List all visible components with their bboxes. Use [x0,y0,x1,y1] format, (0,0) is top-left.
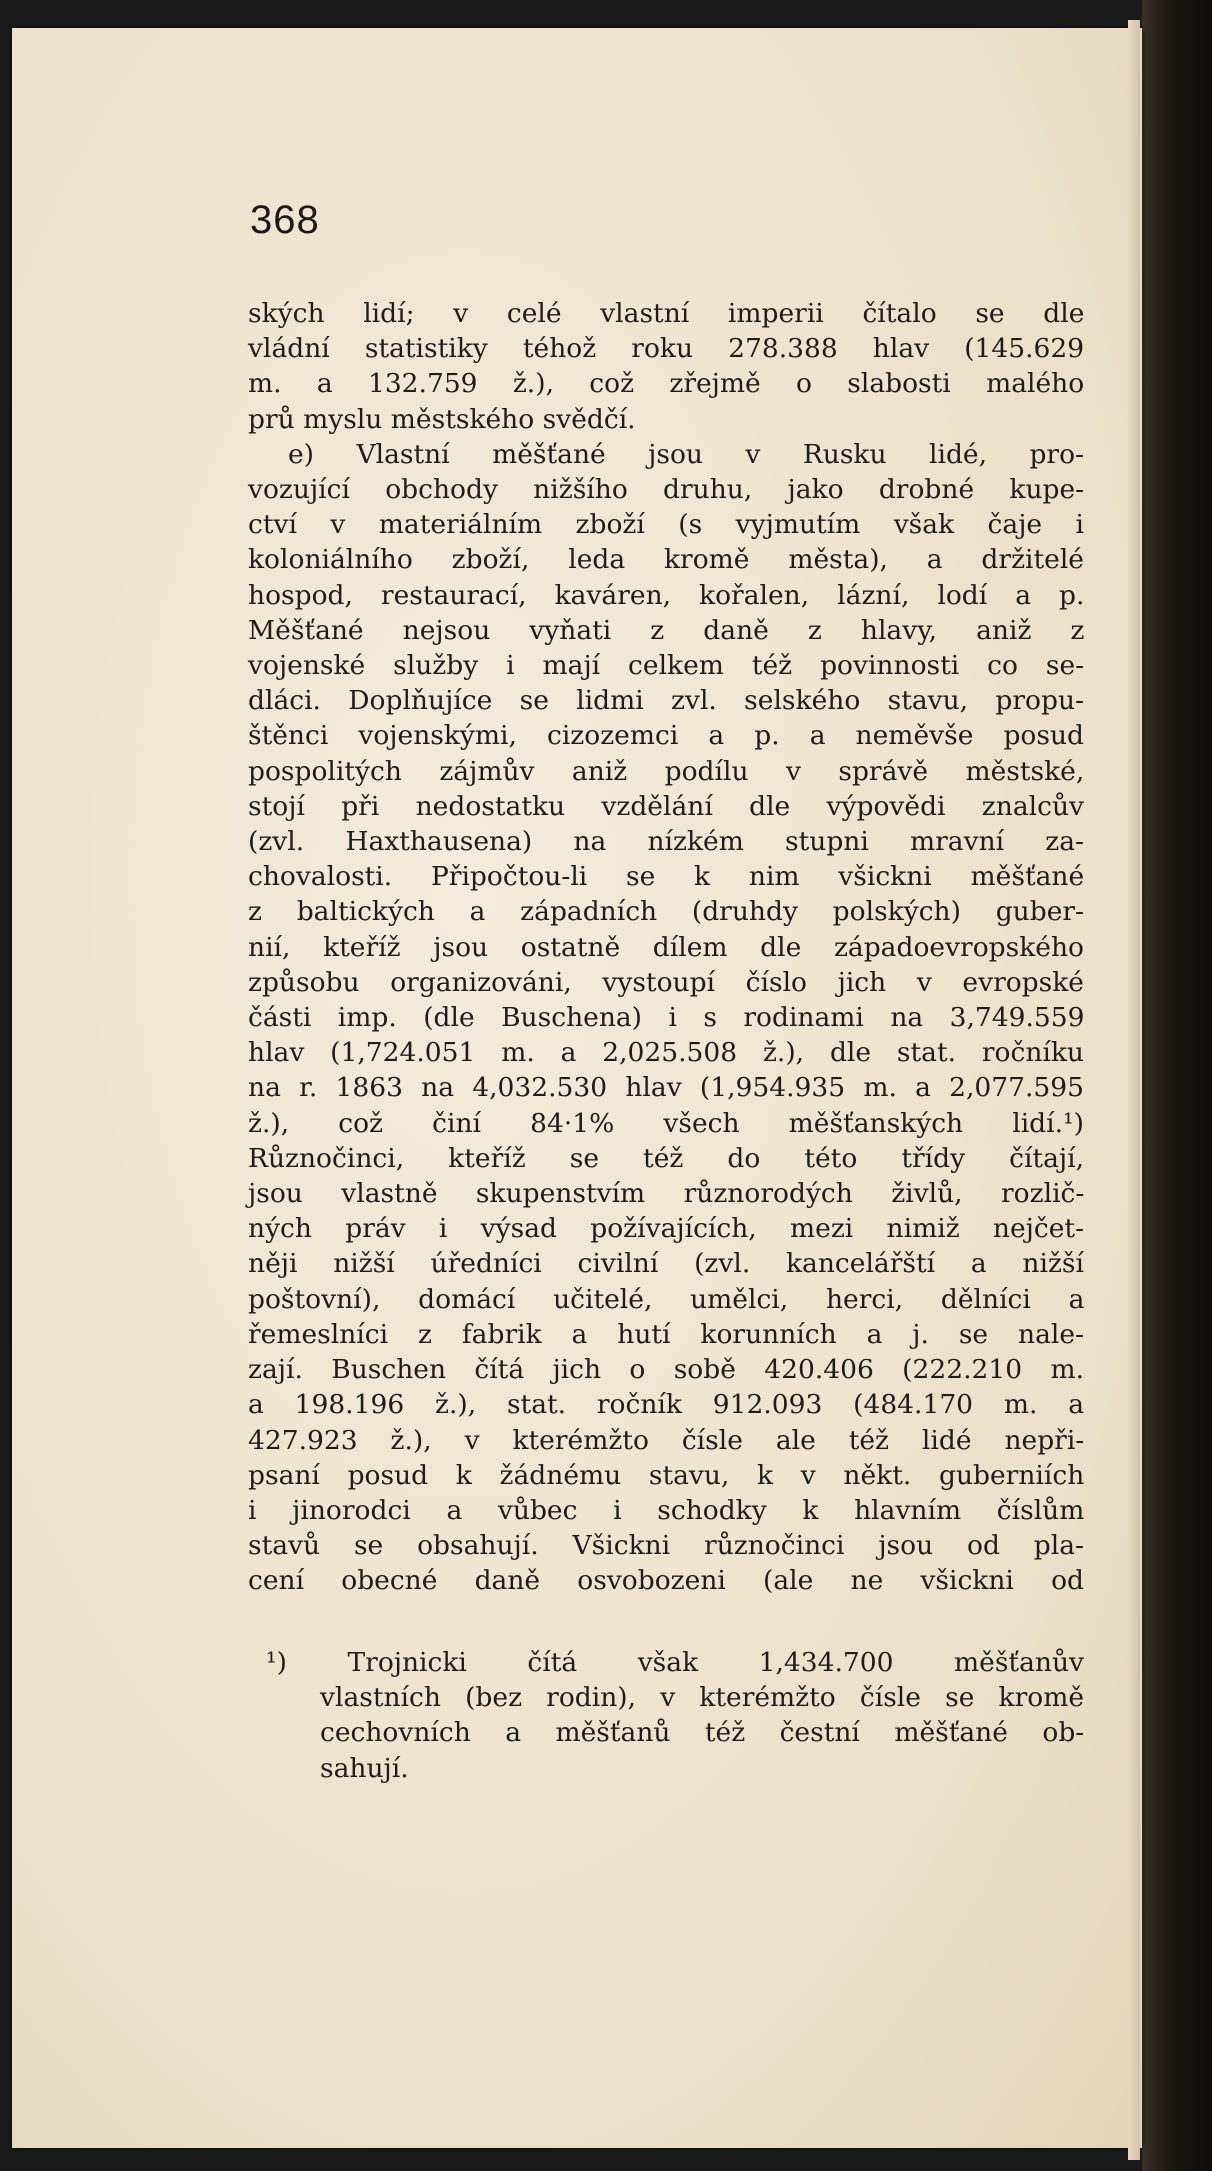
book-spine [1142,0,1212,2171]
footnote-line: vlastních (bez rodin), v kterémžto čísle se kromě [320,1682,1084,1714]
text-line: pospolitých zájmův aniž podílu v správě městské, [248,755,1085,787]
text-line: i jinorodci a vůbec i schodky k hlavním číslům [248,1494,1085,1526]
text-line: (zvl. Haxthausena) na nízkém stupni mravní za- [248,826,1084,858]
footnote-line: cechovních a měšťanů též čestní měšťané ob- [320,1717,1085,1749]
text-line: způsobu organizováni, vystoupí číslo jich v evropské [248,966,1084,998]
text-line: e) Vlastní měšťané jsou v Rusku lidé, pro- [288,438,1084,470]
text-line: koloniálního zboží, leda kromě města), a držitelé [248,544,1084,576]
text-line: něji nižší úředníci civilní (zvl. kancelářští a nižší [248,1248,1084,1280]
text-line: hlav (1,724.051 m. a 2,025.508 ž.), dle stat. ročníku [248,1037,1084,1069]
page-edge [1128,20,1140,2160]
text-line: stojí při nedostatku vzdělání dle výpovědi znalcův [248,790,1084,822]
text-line: ctví v materiálním zboží (s vyjmutím však čaje i [248,509,1084,541]
text-line: stavů se obsahují. Všickni různočinci jsou od pla- [248,1530,1084,1562]
text-line: nií, kteříž jsou ostatně dílem dle západoevropského [248,931,1084,963]
text-line: a 198.196 ž.), stat. ročník 912.093 (484.170 m. a [248,1389,1085,1421]
text-line: na r. 1863 na 4,032.530 hlav (1,954.935 m. a 2,077.595 [248,1072,1084,1104]
text-line: m. a 132.759 ž.), což zřejmě o slabosti malého [248,368,1085,400]
text-line: prů myslu městského svědčí. [248,403,636,435]
text-line: štěnci vojenskými, cizozemci a p. a neměvše posud [248,720,1084,752]
text-line: ských lidí; v celé vlastní imperii čítalo se dle [248,298,1085,329]
text-line: Měšťané nejsou vyňati z daně z hlavy, aniž z [248,614,1085,646]
text-line: Různočinci, kteříž se též do této třídy čítají, [248,1142,1084,1174]
text-line: hospod, restaurací, kaváren, kořalen, lázní, lodí a p. [248,579,1085,611]
text-line: vozující obchody nižšího druhu, jako drobné kupe- [248,474,1085,506]
text-line: ž.), což činí 84·1% všech měšťanských lidí.¹) [248,1107,1084,1139]
text-line: cení obecné daně osvobozeni (ale ne všickni od [248,1565,1084,1597]
page-number: 368 [250,198,320,242]
footnote-line: ¹) Trojnicki čítá však 1,434.700 měšťanův [266,1647,1084,1678]
text-line: řemeslníci z fabrik a hutí korunních a j. se nale- [248,1318,1084,1350]
text-line: vládní statistiky téhož roku 278.388 hlav (145.629 [248,333,1085,365]
text-line: ných práv i výsad požívajících, mezi nimiž nejčet- [248,1213,1085,1245]
text-line: dláci. Doplňujíce se lidmi zvl. selského stavu, propu- [248,685,1084,717]
text-line: jsou vlastně skupenstvím různorodých živlů, rozlič- [248,1178,1085,1210]
text-line: psaní posud k žádnému stavu, k v někt. guberniích [248,1459,1085,1491]
text-line: chovalosti. Připočtou-li se k nim všickni měšťané [248,861,1085,893]
text-line: z baltických a západních (druhdy polských) guber- [248,896,1084,928]
text-line: poštovní), domácí učitelé, umělci, herci, dělníci a [248,1283,1085,1315]
text-line: zají. Buschen čítá jich o sobě 420.406 (222.210 m. [248,1354,1084,1386]
footnote-line: sahují. [320,1752,409,1784]
text-line: části imp. (dle Buschena) i s rodinami na 3,749.559 [248,1002,1085,1034]
footnote [266,1645,1084,1786]
text-line: vojenské služby i mají celkem též povinnosti co se- [248,650,1085,682]
body-text [248,296,1084,1599]
text-line: 427.923 ž.), v kterémžto čísle ale též lidé nepři- [248,1424,1085,1456]
